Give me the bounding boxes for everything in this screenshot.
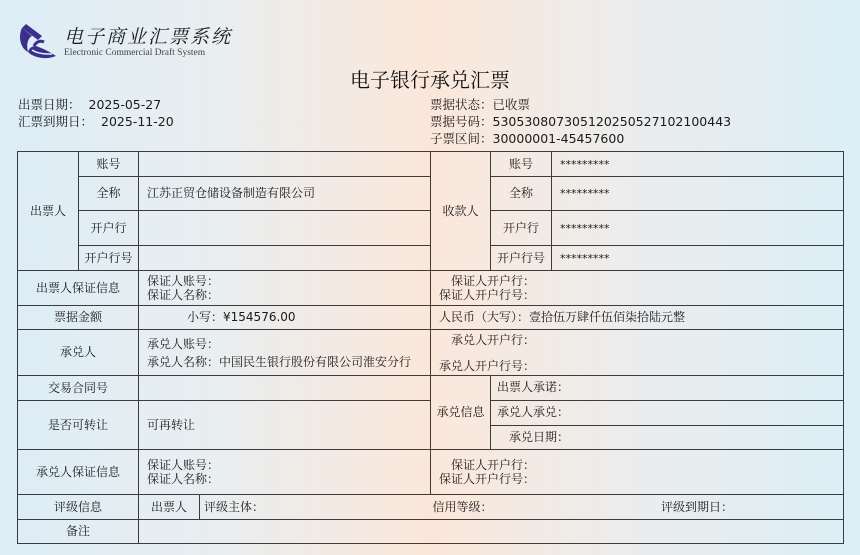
payee-bank-no-label: 开户行号 (491, 246, 552, 271)
status-row (430, 96, 731, 113)
acceptor-left (139, 330, 431, 376)
acceptor-name-label: 承兑人名称： (147, 354, 220, 369)
amount-label: 票据金额 (18, 306, 139, 330)
rating-expiry-label: 评级到期日： (660, 499, 733, 514)
contract-row (18, 376, 844, 401)
drawer-promise (491, 376, 843, 400)
party-row-1 (18, 152, 844, 177)
acceptor-guarantor-account-label: 保证人账号： (147, 458, 220, 472)
payee-account-label: 账号 (491, 152, 552, 177)
acceptor-guarantee-row (18, 450, 844, 495)
rating-expiry (661, 500, 733, 515)
issue-date-row (18, 96, 174, 113)
system-logo (16, 20, 232, 64)
butterfly-logo-icon (16, 22, 58, 62)
acceptor-right (431, 330, 844, 376)
rating-grade-label: 信用等级： (432, 499, 493, 514)
acceptance-info-label: 承兑信息 (431, 376, 491, 450)
acceptor-acceptance (491, 400, 843, 425)
status-label: 票据状态： (430, 97, 493, 112)
drawer-guarantee-row (18, 271, 844, 306)
drawer-account-value (139, 152, 431, 177)
payee-account-value: ********* (552, 152, 844, 177)
bill-table (17, 151, 844, 544)
drawer-guarantor-account-label: 保证人账号： (147, 274, 220, 288)
contract-label: 交易合同号 (18, 376, 139, 401)
acceptor-guarantee-label: 承兑人保证信息 (18, 450, 139, 495)
issue-date-value: 2025-05-27 (88, 97, 162, 112)
drawer-guarantee-left (139, 271, 431, 306)
payee-name-value: ********* (552, 177, 844, 211)
drawer-bank-no-value (139, 246, 431, 271)
transferable-label: 是否可转让 (18, 401, 139, 450)
sub-range-label: 子票区间： (430, 131, 493, 146)
sub-range-row (430, 130, 731, 147)
amount-small (139, 306, 431, 330)
drawer-guarantor-bank-no-label: 保证人开户行号： (439, 288, 536, 302)
acceptance-date (491, 425, 843, 449)
payee-section-label: 收款人 (431, 152, 491, 271)
sub-range-value: 30000001-45457600 (492, 131, 625, 146)
acceptor-bank-label: 承兑人开户行： (451, 332, 536, 347)
acceptance-info-row (491, 425, 843, 449)
amount-big (431, 306, 844, 330)
transferable-value: 可再转让 (139, 401, 431, 450)
drawer-name-value: 江苏正贸仓储设备制造有限公司 (139, 177, 431, 211)
payee-bank-value: ********* (552, 211, 844, 246)
drawer-name-label: 全称 (79, 177, 139, 211)
acceptor-guarantee-left (139, 450, 431, 495)
acceptor-account-label: 承兑人账号： (147, 336, 220, 351)
rating-party: 出票人 (139, 495, 200, 520)
acceptor-guarantor-bank-label: 保证人开户行： (451, 458, 536, 472)
acceptor-guarantor-bank-no-label: 保证人开户行号： (439, 472, 536, 486)
page-title: 电子银行承兑汇票 (350, 68, 510, 92)
payee-name-label: 全称 (491, 177, 552, 211)
remarks-label: 备注 (18, 520, 139, 544)
acceptor-bank-no-label: 承兑人开户行号： (439, 358, 536, 373)
acceptance-date-label: 承兑日期： (509, 429, 570, 444)
drawer-guarantee-right (431, 271, 844, 306)
acceptance-info-table (491, 376, 843, 449)
drawer-guarantor-bank-label: 保证人开户行： (451, 274, 536, 288)
acceptor-guarantor-name-label: 保证人名称： (147, 472, 220, 486)
drawer-guarantor-name-label: 保证人名称： (147, 288, 220, 302)
acceptor-guarantee-right (431, 450, 844, 495)
drawer-guarantee-label: 出票人保证信息 (18, 271, 139, 306)
amount-small-value: ¥154576.00 (223, 310, 296, 324)
remarks-row (18, 520, 844, 544)
meta-right (430, 96, 731, 147)
acceptance-info-row (491, 376, 843, 400)
rating-subject (204, 500, 264, 515)
rating-label: 评级信息 (18, 495, 139, 520)
rating-details (200, 495, 844, 520)
amount-row (18, 306, 844, 330)
logo-title-cn: 电子商业汇票系统 (64, 25, 233, 48)
bill-no-row (430, 113, 731, 130)
amount-big-value: 壹拾伍万肆仟伍佰柒拾陆元整 (529, 310, 686, 324)
acceptance-info-details (491, 376, 844, 450)
amount-small-label: 小写： (187, 310, 224, 324)
remarks-value (139, 520, 844, 544)
acceptor-row (18, 330, 844, 376)
meta-left (18, 96, 174, 130)
drawer-account-label: 账号 (79, 152, 139, 177)
bill-no-value: 530530807305120250527102100443 (492, 114, 732, 129)
drawer-promise-label: 出票人承诺： (497, 380, 570, 395)
drawer-section-label: 出票人 (18, 152, 79, 271)
acceptor-acceptance-label: 承兑人承兑： (497, 405, 570, 419)
rating-subject-label: 评级主体： (204, 499, 265, 514)
acceptor-label: 承兑人 (18, 330, 139, 376)
contract-value (139, 376, 431, 401)
rating-grade (432, 500, 492, 515)
amount-big-label: 人民币（大写）： (439, 310, 530, 324)
rating-row (18, 495, 844, 520)
due-date-label: 汇票到期日： (18, 114, 94, 129)
logo-title-en: Electronic Commercial Draft System (64, 47, 206, 58)
bill-no-label: 票据号码： (430, 114, 493, 129)
payee-bank-label: 开户行 (491, 211, 552, 246)
status-value: 已收票 (492, 97, 531, 112)
drawer-bank-label: 开户行 (79, 211, 139, 246)
drawer-bank-no-label: 开户行号 (79, 246, 139, 271)
acceptance-info-row (491, 400, 843, 425)
acceptor-name-value: 中国民生银行股份有限公司淮安分行 (219, 354, 412, 369)
due-date-value: 2025-11-20 (101, 114, 174, 129)
issue-date-label: 出票日期： (18, 97, 81, 112)
payee-bank-no-value: ********* (552, 246, 844, 271)
due-date-row (18, 113, 174, 130)
drawer-bank-value (139, 211, 431, 246)
